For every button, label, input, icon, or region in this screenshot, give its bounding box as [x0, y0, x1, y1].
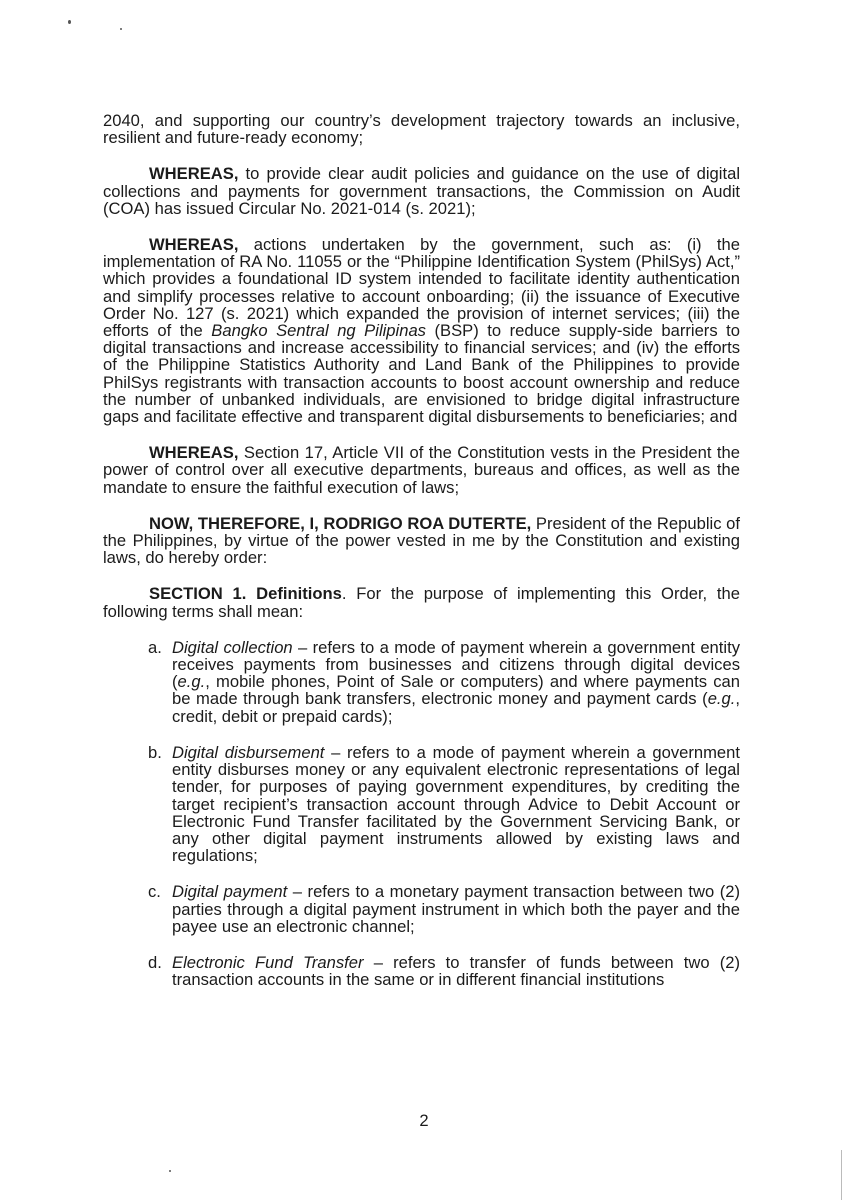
whereas-paragraph-actions — [103, 236, 740, 425]
definition-term: Electronic Fund Transfer — [172, 952, 364, 972]
scan-speck — [120, 28, 122, 30]
paragraph-continuation: 2040, and supporting our country’s development trajectory towards an inclusive, resilient and future-ready economy; — [103, 111, 740, 148]
italic-bsp-name: Bangko Sentral ng Pilipinas — [211, 321, 426, 341]
definition-text: – refers to transfer of funds between two (2) transaction accounts in the same or in different financial institutions — [172, 952, 740, 990]
definition-text: – refers to a mode of payment wherein a government entity receives payments from businesses and citizens through digital devices ( — [172, 637, 740, 692]
now-therefore-heading: NOW, THEREFORE, I, RODRIGO ROA DUTERTE, — [149, 513, 532, 533]
definition-eg: e.g. — [177, 672, 206, 692]
scan-speck — [169, 1170, 171, 1172]
whereas-heading: WHEREAS, — [149, 235, 239, 255]
whereas-paragraph-coa — [103, 165, 740, 217]
now-therefore-paragraph — [103, 515, 740, 567]
definition-text: , mobile phones, Point of Sale or computers) and where payments can be made through bank transfers, electronic money and payment cards ( — [172, 672, 740, 709]
definition-term: Digital payment — [172, 882, 288, 902]
whereas-paragraph-constitution — [103, 444, 740, 496]
definition-item — [103, 639, 740, 725]
definition-text: – refers to a monetary payment transaction between two (2) parties through a digital payment instrument in which both the payer and the payee use an electronic channel; — [172, 882, 740, 936]
definition-term: Digital disbursement — [172, 742, 325, 762]
paragraph-text: (BSP) to reduce supply-side barriers to digital transactions and increase accessibility to financial services; and (iv) the efforts of the Philippine Statistics Authority and Land Bank of the Philippines to provide PhilSys registrants with transaction accounts to boost account ownership and reduce the number of unbanked individuals, are envisioned to bridge digital infrastructure gaps and facilitate effective and transparent digital disbursements to beneficiaries; and — [103, 321, 740, 427]
definition-item — [103, 954, 740, 988]
paragraph-text: actions undertaken by the government, such as: (i) the implementation of RA No. 11055 or the “Philippine Identification System (PhilSys) Act,” which provides a foundational ID system intended to facilitate identity authentication and simplify processes relative to account onboarding; (ii) the issuance of Executive Order No. 127 (s. 2021) which expanded the provision of internet services; (iii) the efforts of the — [103, 235, 740, 341]
definitions-list — [103, 639, 740, 988]
definition-letter: c. — [148, 882, 161, 902]
definition-letter: b. — [148, 742, 162, 762]
paragraph-text: to provide clear audit policies and guidance on the use of digital collections and payments for government transactions, the Commission on Audit (COA) has issued Circular No. 2021-014 (s. 2021); — [103, 164, 740, 218]
whereas-heading: WHEREAS, — [149, 443, 239, 463]
section-heading: SECTION 1. Definitions — [149, 584, 342, 604]
whereas-heading: WHEREAS, — [149, 164, 239, 184]
paragraph-text: . For the purpose of implementing this Order, the following terms shall mean: — [103, 584, 740, 621]
paragraph-text: Section 17, Article VII of the Constitution vests in the President the power of control over all executive departments, bureaus and offices, as well as the mandate to ensure the faithful execution of laws; — [103, 443, 740, 497]
definition-text: – refers to a mode of payment wherein a government entity disburses money or any equivalent electronic representations of legal tender, for purposes of paying government expenditures, by crediting the target recipient’s transaction account through Advice to Debit Account or Electronic Fund Transfer facilitated by the Government Servicing Bank, or any other digital payment instruments allowed by existing laws and regulations; — [172, 742, 740, 866]
page-number: 2 — [419, 1111, 429, 1130]
definition-item — [103, 883, 740, 935]
definition-letter: a. — [148, 637, 162, 657]
definition-eg: e.g. — [707, 689, 736, 709]
section-1-paragraph — [103, 585, 740, 619]
definition-item — [103, 744, 740, 864]
paragraph-text: President of the Republic of the Philippines, by virtue of the power vested in me by the Constitution and existing laws, do hereby order: — [103, 513, 740, 568]
scan-edge-line — [841, 1150, 842, 1200]
definition-letter: d. — [148, 952, 162, 972]
scan-speck — [68, 20, 71, 24]
definition-term: Digital collection — [172, 637, 293, 657]
definition-text: , credit, debit or prepaid cards); — [172, 689, 740, 726]
document-body — [103, 112, 740, 1007]
